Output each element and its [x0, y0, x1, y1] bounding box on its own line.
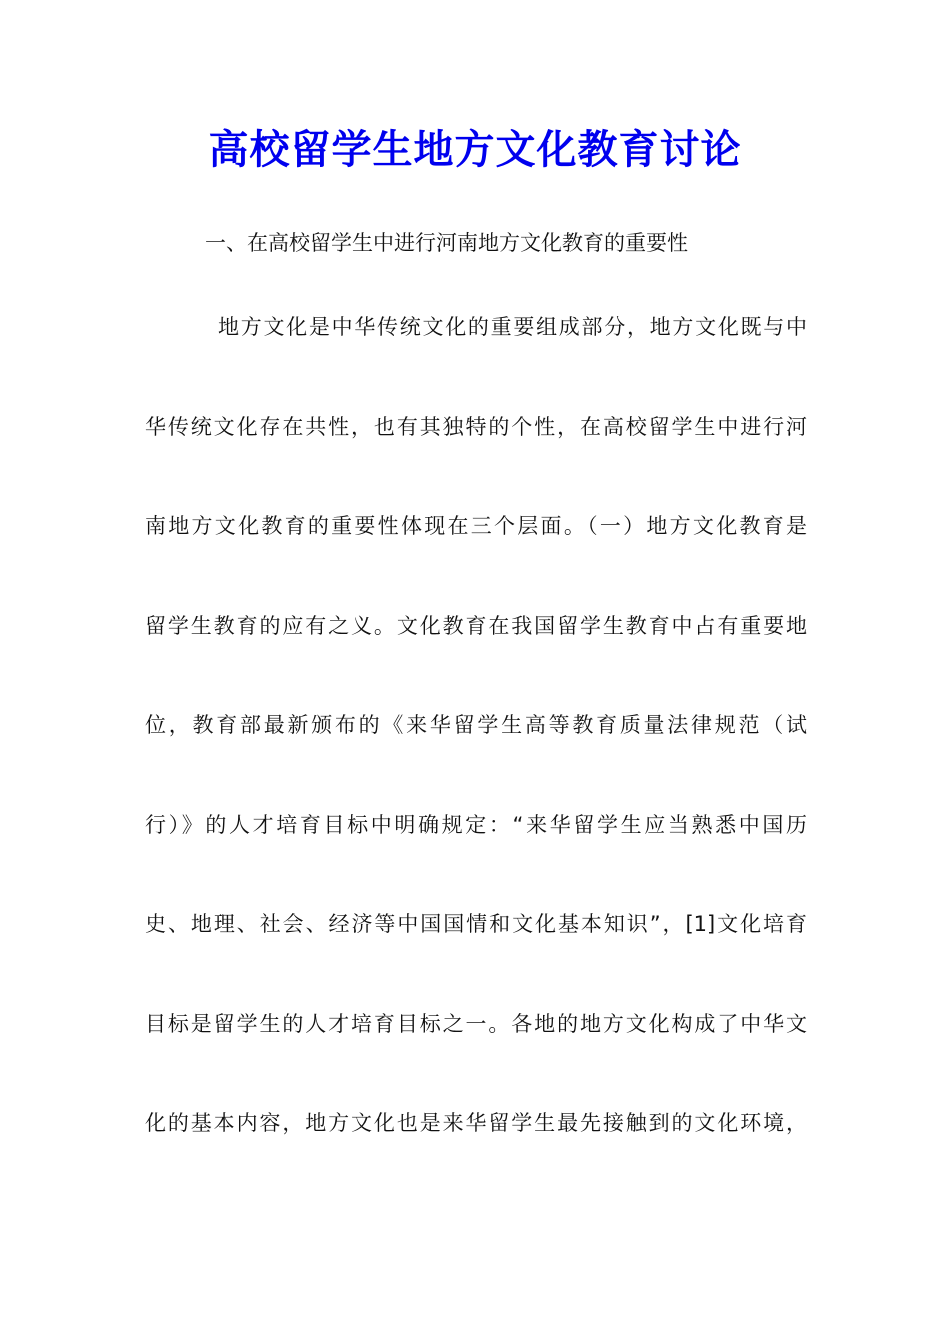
paragraph-line: 地方文化是中华传统文化的重要组成部分，地方文化既与中	[218, 315, 807, 339]
body-paragraph	[145, 307, 807, 1203]
paragraph-line: 位，教育部最新颁布的《来华留学生高等教育质量法律规范（试	[145, 713, 807, 737]
paragraph-line: 留学生教育的应有之义。文化教育在我国留学生教育中占有重要地	[145, 613, 807, 638]
paragraph-line: 南地方文化教育的重要性体现在三个层面。（一）地方文化教育是	[145, 514, 807, 538]
paragraph-line: 华传统文化存在共性，也有其独特的个性，在高校留学生中进行河	[145, 414, 807, 439]
paragraph-line: 目标是留学生的人才培育目标之一。各地的地方文化构成了中华文	[145, 1011, 807, 1036]
document-title: 高校留学生地方文化教育讨论	[208, 126, 742, 173]
section-heading: 一、在高校留学生中进行河南地方文化教育的重要性	[205, 231, 688, 255]
paragraph-line: 化的基本内容，地方文化也是来华留学生最先接触到的文化环境，	[145, 1111, 807, 1135]
paragraph-line: 行）》的人才培育目标中明确规定：“来华留学生应当熟悉中国历	[145, 812, 807, 837]
paragraph-line: 史、地理、社会、经济等中国国情和文化基本知识”，[1]文化培育	[145, 912, 807, 936]
